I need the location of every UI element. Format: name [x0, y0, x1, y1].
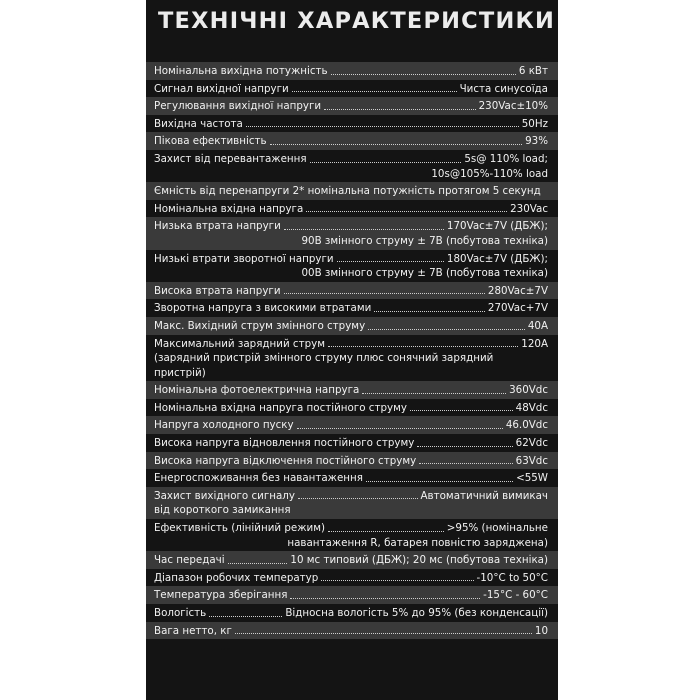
- dot-leader: [310, 162, 462, 163]
- spec-row: [146, 317, 558, 335]
- spec-value: 63Vdc: [515, 454, 548, 467]
- spec-label: Напруга холодного пуску: [154, 419, 294, 432]
- spec-label: Захист вихідного сигналу: [154, 489, 295, 502]
- dot-leader: [306, 211, 507, 212]
- spec-label: Ефективність (лінійний режим): [154, 522, 325, 535]
- spec-value: 270Vac+7V: [487, 302, 548, 315]
- spec-row: [146, 182, 558, 200]
- spec-row: [146, 132, 558, 150]
- spec-value: 10 мс типовий (ДБЖ); 20 мс (побутова техніка): [290, 554, 548, 567]
- dot-leader: [290, 598, 480, 599]
- spec-label: Висока напруга відключення постійного струму: [154, 454, 417, 467]
- spec-row: [146, 519, 558, 551]
- dot-leader: [284, 293, 485, 294]
- dot-leader: [328, 531, 444, 532]
- spec-label: Сигнал вихідної напруги: [154, 82, 289, 95]
- spec-label: Макс. Вихідний струм змінного струму: [154, 319, 366, 332]
- dot-leader: [337, 261, 444, 262]
- spec-label: Час передачі: [154, 554, 225, 567]
- spec-value-continued: 90В змінного струму ± 7В (побутова техніка): [301, 234, 548, 247]
- spec-value: >95% (номінальне: [446, 522, 548, 535]
- spec-row: [146, 115, 558, 133]
- spec-value: 93%: [525, 135, 548, 148]
- spec-row: [146, 217, 558, 249]
- dot-leader: [292, 91, 457, 92]
- spec-value-continued: 10s@105%-110% load: [431, 167, 548, 180]
- dot-leader: [284, 229, 444, 230]
- spec-label: Висока втрата напруги: [154, 284, 281, 297]
- spec-row: [146, 469, 558, 487]
- spec-row: [146, 282, 558, 300]
- spec-label: Енергоспоживання без навантаження: [154, 472, 363, 485]
- spec-value: 50Hz: [521, 117, 548, 130]
- spec-label: Номінальна вихідна потужність: [154, 65, 328, 77]
- dot-leader: [410, 410, 513, 411]
- spec-row: [146, 250, 558, 282]
- spec-value: 10: [534, 624, 548, 637]
- spec-note: від короткого замикання: [154, 504, 291, 517]
- spec-label: Вага нетто, кг: [154, 624, 232, 637]
- spec-row: [146, 434, 558, 452]
- spec-value: 5s@ 110% load;: [464, 152, 548, 165]
- spec-label: Діапазон робочих температур: [154, 571, 319, 584]
- spec-row: [146, 97, 558, 115]
- spec-value: 180Vac±7V (ДБЖ);: [446, 252, 548, 265]
- spec-label: Температура зберігання: [154, 589, 288, 602]
- dot-leader: [328, 346, 518, 347]
- dot-leader: [374, 311, 485, 312]
- spec-label: Номінальна вхідна напруга постійного струму: [154, 401, 407, 414]
- spec-row: [146, 622, 558, 640]
- dot-leader: [228, 563, 288, 564]
- dot-leader: [324, 109, 475, 110]
- spec-value: -15°C - 60°C: [483, 589, 548, 602]
- dot-leader: [235, 633, 532, 634]
- spec-row: [146, 416, 558, 434]
- spec-value: 6 кВт: [518, 65, 548, 77]
- spec-row: [146, 399, 558, 417]
- spec-row: [146, 604, 558, 622]
- spec-value: 120A: [521, 337, 548, 350]
- spec-row: [146, 299, 558, 317]
- spec-value: 360Vdc: [509, 384, 548, 397]
- spec-row: [146, 80, 558, 98]
- spec-value: 280Vac±7V: [487, 284, 548, 297]
- spec-row: [146, 200, 558, 218]
- dot-leader: [297, 428, 503, 429]
- dot-leader: [362, 393, 506, 394]
- spec-table: [146, 62, 558, 639]
- spec-value: 46.0Vdc: [505, 419, 548, 432]
- spec-value: -10°C to 50°C: [476, 571, 548, 584]
- spec-row: [146, 586, 558, 604]
- spec-row: [146, 381, 558, 399]
- spec-row: [146, 62, 558, 80]
- spec-label: Захист від перевантаження: [154, 152, 307, 165]
- spec-label: Регулювання вихідної напруги: [154, 100, 322, 113]
- spec-note: (зарядний пристрій змінного струму плюс сонячний зарядний пристрій): [154, 352, 494, 379]
- spec-label: Низька втрата напруги: [154, 220, 281, 233]
- dot-leader: [366, 481, 513, 482]
- spec-label: Ємність від перенапруги 2* номінальна потужність протягом 5 секунд: [154, 185, 541, 198]
- spec-value: Автоматичний вимикач: [420, 489, 548, 502]
- spec-value: 40A: [527, 319, 548, 332]
- spec-label: Зворотна напруга з високими втратами: [154, 302, 372, 315]
- spec-row: [146, 487, 558, 519]
- spec-row: [146, 452, 558, 470]
- spec-value: 62Vdc: [515, 437, 548, 450]
- spec-label: Низькі втрати зворотної напруги: [154, 252, 334, 265]
- spec-label: Вологість: [154, 607, 207, 619]
- spec-label: Пікова ефективність: [154, 135, 267, 148]
- spec-row: [146, 335, 558, 382]
- spec-row: [146, 551, 558, 569]
- spec-label: Висока напруга відновлення постійного струму: [154, 437, 415, 450]
- dot-leader: [331, 74, 516, 75]
- spec-row: [146, 150, 558, 182]
- dot-leader: [246, 126, 519, 127]
- dot-leader: [419, 463, 512, 464]
- spec-value-continued: навантаження R, батарея повністю заряджена): [287, 536, 548, 549]
- spec-value: <55W: [516, 472, 548, 485]
- spec-label: Номінальна фотоелектрична напруга: [154, 384, 360, 397]
- spec-value: 230Vac: [510, 202, 548, 215]
- spec-value: Відносна вологість 5% до 95% (без конденсації): [285, 607, 548, 619]
- dot-leader: [209, 616, 282, 617]
- spec-value: Чиста синусоїда: [459, 82, 548, 95]
- spec-value: 48Vdc: [515, 401, 548, 414]
- dot-leader: [270, 144, 523, 145]
- spec-panel: [146, 0, 558, 700]
- spec-value: 230Vac±10%: [478, 100, 548, 113]
- dot-leader: [417, 446, 512, 447]
- dot-leader: [298, 498, 418, 499]
- spec-label: Максимальний зарядний струм: [154, 337, 325, 350]
- spec-row: [146, 569, 558, 587]
- page-title: ТЕХНІЧНІ ХАРАКТЕРИСТИКИ: [158, 8, 556, 34]
- spec-label: Номінальна вхідна напруга: [154, 202, 304, 215]
- spec-label: Вихідна частота: [154, 117, 243, 130]
- spec-value: 170Vac±7V (ДБЖ);: [446, 220, 548, 233]
- dot-leader: [368, 329, 525, 330]
- spec-value-continued: 00В змінного струму ± 7В (побутова техніка): [301, 267, 548, 280]
- dot-leader: [321, 580, 473, 581]
